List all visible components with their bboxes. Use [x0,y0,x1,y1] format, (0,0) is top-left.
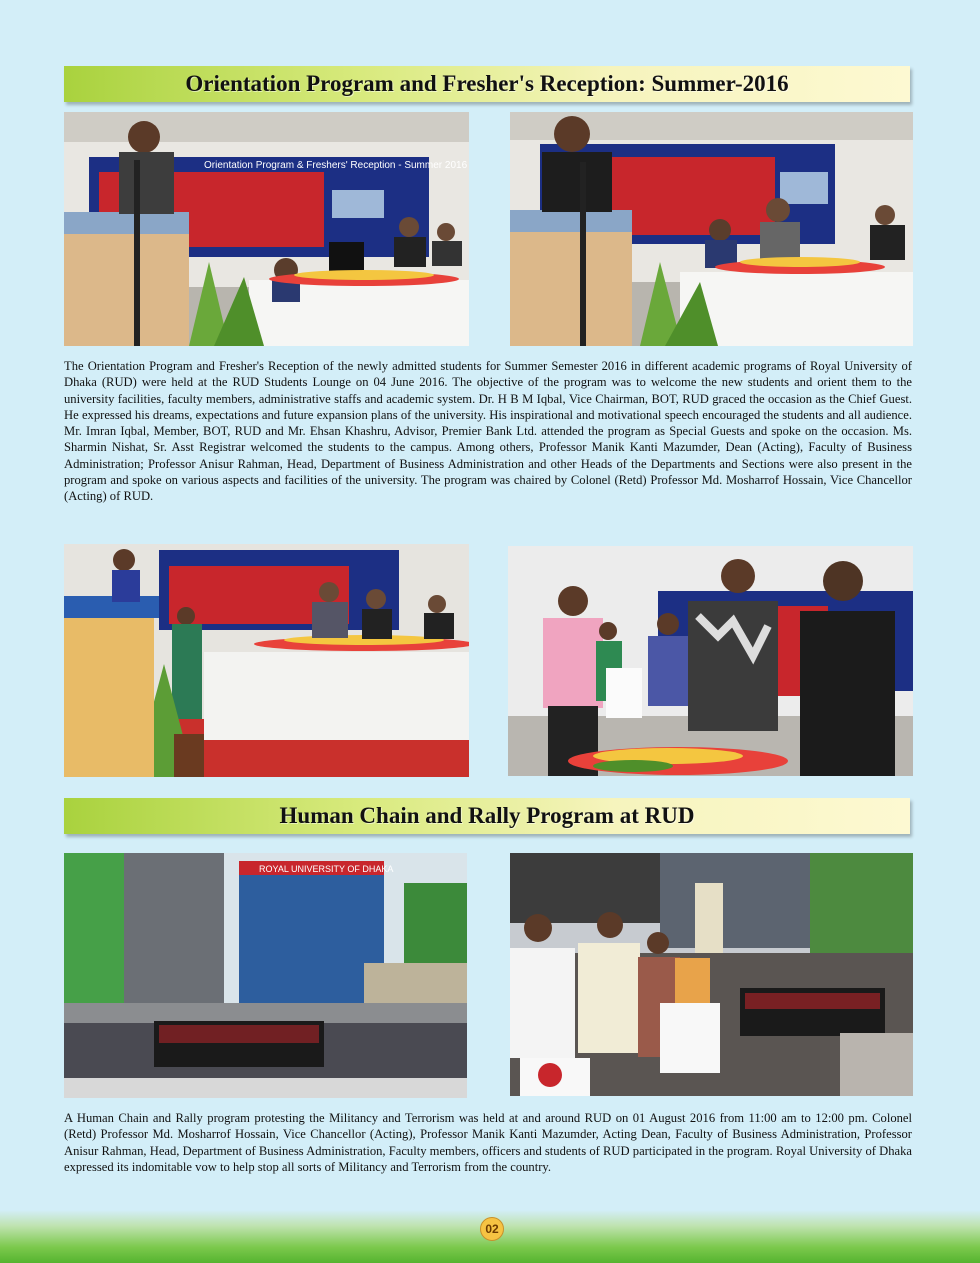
photo-orientation-gift [508,546,913,776]
section-heading-human-chain [64,798,910,834]
orientation-title: Orientation Program and Fresher's Reception: Summer-2016 [185,71,789,96]
photo-human-chain-building [64,853,467,1098]
page-number: 02 [480,1217,504,1241]
photo-orientation-speech-1 [64,112,469,346]
human-chain-title: Human Chain and Rally Program at RUD [279,803,695,828]
human-chain-paragraph: A Human Chain and Rally program protesting the Militancy and Terrorism was held at and around RUD on 01 August 2016 from 11:00 am to 12:00 pm. Colonel (Retd) Professor Md. Mosharrof Hossain, Vice Chancellor (Acting), Professor Manik Kanti Mazumder, Acting Dean, Faculty of Business Administration, Professor Anisur Rahman, Head, Department of Business Administration, Faculty members, officers and students of RUD participated in the program. Royal University of Dhaka expressed its indomitable vow to help stop all sorts of Militancy and Terrorism from the country. [64,1111,912,1174]
photo-orientation-speech-2 [510,112,913,346]
photo-orientation-welcome [64,544,469,777]
section-heading-orientation [64,66,910,102]
orientation-paragraph: The Orientation Program and Fresher's Reception of the newly admitted students for Summer Semester 2016 in different academic programs of Royal University of Dhaka (RUD) were held at the RUD Students Lounge on 04 June 2016. The objective of the program was to welcome the new students and orient them to the university facilities, faculty members, administrative staffs and academic system. Dr. H B M Iqbal, Vice Chairman, BOT, RUD graced the occasion as the Chief Guest. He expressed his dreams, expectations and future expansion plans of the university. His inspirational and motivational speech encouraged the students and all audience. Mr. Imran Iqbal, Member, BOT, RUD and Mr. Ehsan Khashru, Advisor, Premier Bank Ltd. attended the program as Special Guests and spoke on the occasion. Ms. Sharmin Nishat, Sr. Asst Registrar welcomed the students to the campus. Among others, Professor Manik Kanti Mazumder, Dean (Acting), Faculty of Business Administration; Professor Anisur Rahman, Head, Department of Business Administration and other Heads of the Departments and Sections were also present in the program and spoke on various aspects and facilities of the university. The program was chaired by Colonel (Retd) Professor Md. Mosharrof Hossain, Vice Chancellor (Acting) of RUD. [64,359,912,504]
building-sign-text: ROYAL UNIVERSITY OF DHAKA [259,864,394,874]
photo-human-chain-rally [510,853,913,1096]
stage-banner-text: Orientation Program & Freshers' Reception - Summer 2016 [204,160,468,171]
